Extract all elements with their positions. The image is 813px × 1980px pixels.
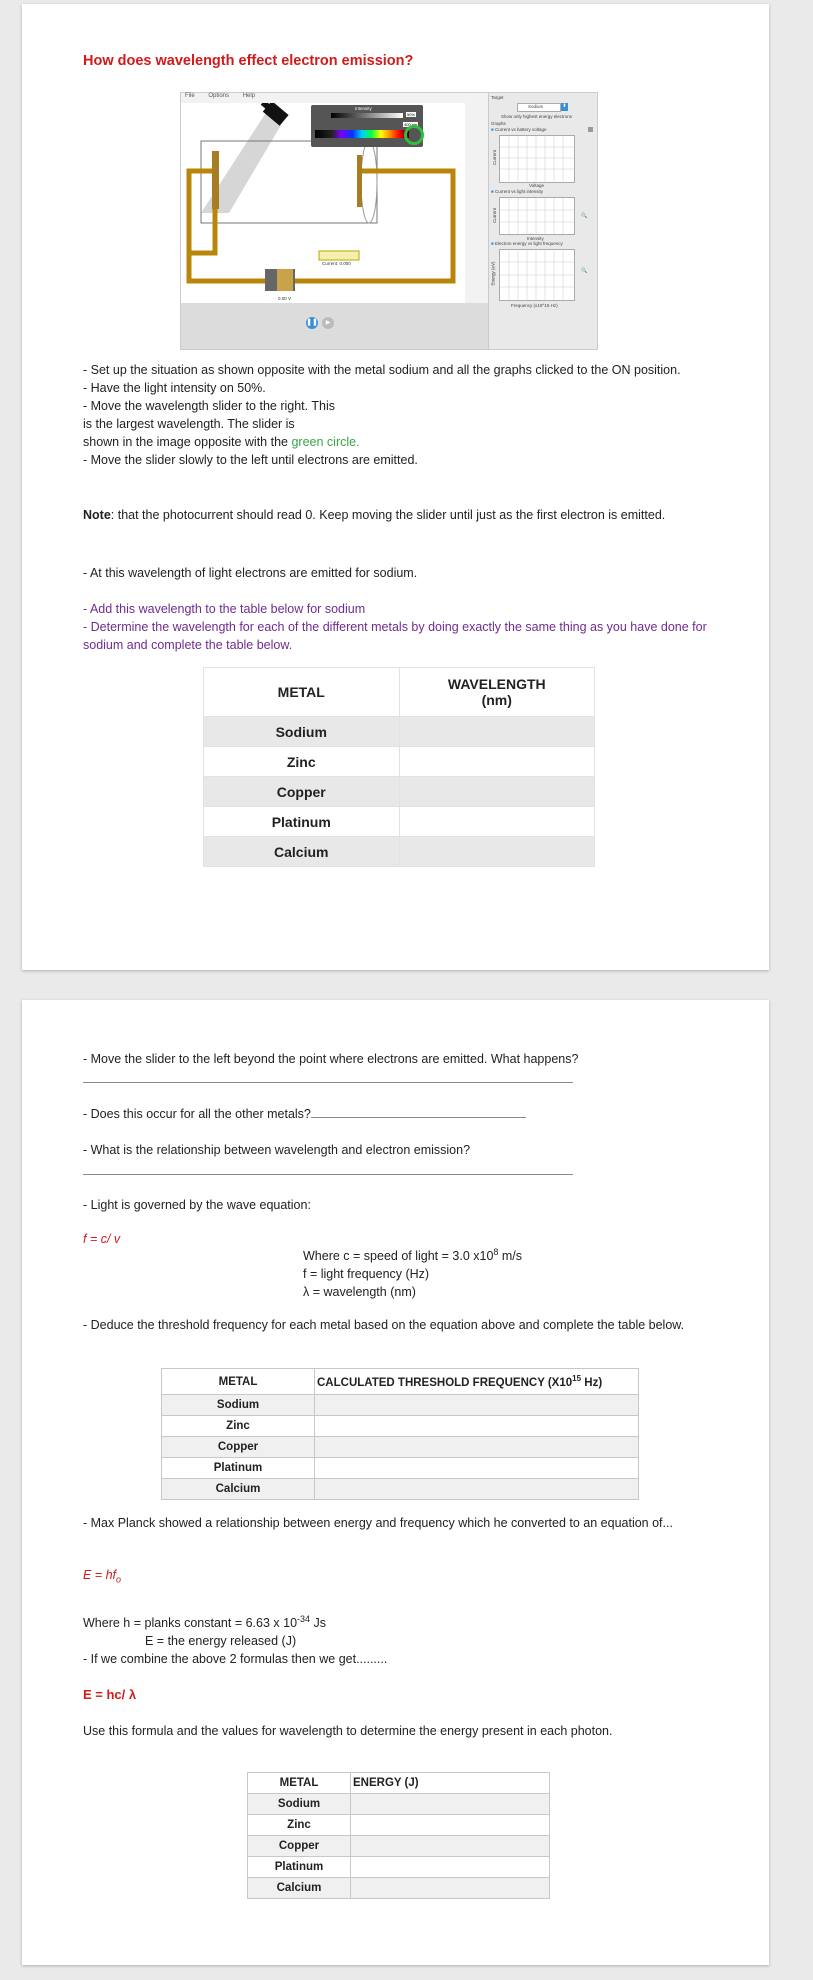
question-other-metals-text: - Does this occur for all the other metals?	[83, 1107, 311, 1121]
instruction-setup: - Set up the situation as shown opposite with the metal sodium and all the graphs clicked to the ON position.	[83, 363, 681, 377]
emit-sodium-line: - At this wavelength of light electrons are emitted for sodium.	[83, 566, 418, 580]
light-control-panel	[311, 105, 423, 147]
graph-energy-vs-frequency	[499, 249, 575, 301]
planck-constant-def: Where h = planks constant = 6.63 x 10	[83, 1616, 298, 1631]
table-row	[162, 1395, 639, 1416]
target-label: Target	[491, 95, 504, 100]
combine-line: - If we combine the above 2 formulas then we get.........	[83, 1652, 388, 1667]
zoom-icon[interactable]: 🔍	[581, 213, 588, 219]
voltage-axis-label: Voltage	[529, 183, 545, 188]
table-row	[248, 1878, 550, 1899]
table-row	[204, 747, 595, 777]
sim-menu-help: Help	[242, 93, 256, 99]
planck-equation-subscript: o	[116, 1574, 122, 1585]
wave-equation-definitions	[303, 1243, 522, 1301]
highest-energy-checkbox[interactable]: Show only highest energy electrons	[501, 114, 573, 119]
metal-cell: Zinc	[248, 1815, 351, 1836]
metal-cell: Zinc	[162, 1416, 315, 1437]
green-circle-highlight	[404, 125, 424, 145]
metal-cell: Calcium	[204, 837, 400, 867]
planck-equation-text: E = hf	[83, 1568, 117, 1582]
graph3-label: Electron energy vs light frequency	[494, 241, 563, 246]
collector-electrode	[357, 155, 362, 207]
wave-equation-intro: - Light is governed by the wave equation:	[83, 1198, 311, 1212]
table-row	[248, 1815, 550, 1836]
graph-current-vs-intensity	[499, 197, 575, 235]
chevron-down-icon: ⬍	[562, 103, 567, 109]
graphs-label: Graphs	[491, 121, 506, 126]
planck-paragraph: - Max Planck showed a relationship between energy and frequency which he converted to an equation of...	[83, 1516, 673, 1530]
metal-cell: Sodium	[204, 717, 400, 747]
wavelength-input-cell[interactable]	[399, 777, 595, 807]
step-button[interactable]: ▶	[322, 317, 334, 329]
energy-input-cell[interactable]	[351, 1815, 550, 1836]
energy-def: E = the energy released (J)	[145, 1634, 297, 1649]
planck-definitions	[83, 1610, 723, 1668]
frequency-axis-label: Frequency (x10^15 Hz)	[511, 303, 558, 308]
graph2-label: Current vs light intensity	[494, 189, 543, 194]
graph1-checkbox[interactable]: ■ Current vs battery voltage	[491, 127, 547, 132]
frequency-input-cell[interactable]	[315, 1458, 639, 1479]
instruction-move-slider: - Move the wavelength slider to the right. This	[83, 399, 335, 413]
deduce-instruction: - Deduce the threshold frequency for each metal based on the equation above and complete the table below.	[83, 1318, 685, 1332]
wavelength-def: λ = wavelength (nm)	[303, 1285, 416, 1300]
planck-constant-exponent: -34	[297, 1614, 311, 1624]
answer-line-1[interactable]	[83, 1082, 573, 1083]
worksheet-page-2	[22, 1000, 769, 1965]
wavelength-value: 400 nm	[404, 122, 418, 127]
frequency-input-cell[interactable]	[315, 1479, 639, 1500]
metal-cell: Platinum	[248, 1857, 351, 1878]
sim-menu-file: File	[185, 93, 195, 99]
wavelength-slider[interactable]	[315, 130, 409, 138]
note-paragraph	[83, 506, 723, 524]
speed-of-light-def: Where c = speed of light = 3.0 x10	[303, 1249, 494, 1264]
energy-input-cell[interactable]	[351, 1878, 550, 1899]
wave-equation: f = c/ v	[83, 1232, 121, 1246]
threshold-frequency-table	[161, 1368, 639, 1500]
use-formula-instruction: Use this formula and the values for wavelength to determine the energy present in each photon.	[83, 1724, 613, 1738]
green-circle-text: green circle.	[291, 435, 360, 449]
table-row	[248, 1857, 550, 1878]
worksheet-page-1	[22, 4, 769, 970]
frequency-def: f = light frequency (Hz)	[303, 1267, 430, 1282]
graph-current-vs-voltage	[499, 135, 575, 183]
table-header-metal: METAL	[248, 1773, 351, 1794]
purple-instructions	[83, 600, 733, 654]
question-move-slider: - Move the slider to the left beyond the point where electrons are emitted. What happens?	[83, 1052, 579, 1066]
instructions-block	[83, 361, 723, 469]
page-title: How does wavelength effect electron emission?	[83, 53, 414, 69]
note-text: : that the photocurrent should read 0. Keep moving the slider until just as the first electron is emitted.	[110, 508, 666, 522]
table-row	[162, 1458, 639, 1479]
battery-voltage: 0.00 V	[278, 296, 292, 301]
current-axis-label-2: Current	[492, 207, 498, 224]
graph2-checkbox[interactable]: ■ Current vs light intensity	[491, 189, 543, 194]
instruction-shown-text: shown in the image opposite with the	[83, 435, 292, 449]
wavelength-input-cell[interactable]	[399, 717, 595, 747]
energy-axis-label: Energy (eV)	[490, 261, 496, 286]
metal-cell: Copper	[162, 1437, 315, 1458]
table-row	[204, 717, 595, 747]
note-label: Note	[83, 508, 111, 522]
pause-button[interactable]: ❚❚	[306, 317, 318, 329]
wavelength-input-cell[interactable]	[399, 747, 595, 777]
answer-line-2[interactable]	[311, 1106, 526, 1118]
frequency-input-cell[interactable]	[315, 1437, 639, 1458]
frequency-header-text: CALCULATED THRESHOLD FREQUENCY (X10	[317, 1376, 573, 1389]
table-row	[162, 1416, 639, 1437]
table-header-energy: ENERGY (J)	[351, 1773, 550, 1794]
graph-grid-3	[500, 250, 574, 300]
wavelength-table	[203, 667, 595, 867]
metal-cell: Copper	[248, 1836, 351, 1857]
speed-of-light-exponent: 8	[493, 1247, 499, 1257]
sim-bottom-bar	[181, 303, 489, 349]
metal-cell: Copper	[204, 777, 400, 807]
question-relationship: - What is the relationship between wavelength and electron emission?	[83, 1143, 471, 1157]
table-header-row	[248, 1773, 550, 1794]
table-row	[162, 1479, 639, 1500]
metal-cell: Calcium	[248, 1878, 351, 1899]
intensity-axis-label: Intensity	[527, 236, 544, 241]
energy-input-cell[interactable]	[351, 1836, 550, 1857]
planck-equation	[83, 1566, 121, 1589]
instruction-slide-left: - Move the slider slowly to the left until electrons are emitted.	[83, 453, 418, 467]
table-header-metal: METAL	[162, 1369, 315, 1395]
frequency-header-exponent: 15	[572, 1374, 582, 1384]
planck-constant-unit: Js	[310, 1616, 327, 1631]
add-wavelength-line: - Add this wavelength to the table below for sodium	[83, 602, 366, 616]
table-header-row	[162, 1369, 639, 1395]
sim-menu-options: Options	[208, 93, 230, 99]
graph1-label: Current vs battery voltage	[494, 127, 547, 132]
frequency-header-unit: Hz)	[581, 1376, 603, 1389]
wavelength-input-cell[interactable]	[399, 837, 595, 867]
sim-control-panel	[488, 93, 597, 349]
metal-cell: Platinum	[162, 1458, 315, 1479]
combined-equation: E = hc/ λ	[83, 1687, 137, 1702]
energy-table	[247, 1772, 550, 1899]
zoom-icon[interactable]	[588, 127, 593, 132]
target-select-value: Sodium	[528, 104, 544, 109]
metal-cell: Sodium	[162, 1395, 315, 1416]
table-header-wavelength: WAVELENGTH (nm)	[399, 668, 595, 717]
graph-grid-2	[500, 198, 574, 234]
current-axis-label-1: Current	[492, 149, 498, 166]
zoom-icon[interactable]: 🔍	[581, 268, 588, 274]
frequency-input-cell[interactable]	[315, 1395, 639, 1416]
current-readout: Current: 0.000	[322, 261, 351, 266]
table-row	[204, 777, 595, 807]
metal-cell: Calcium	[162, 1479, 315, 1500]
graph-grid-1	[500, 136, 574, 182]
instruction-largest: is the largest wavelength. The slider is	[83, 417, 295, 431]
intensity-slider[interactable]	[331, 113, 403, 118]
table-header-frequency	[315, 1369, 639, 1395]
target-electrode	[212, 151, 219, 209]
table-row	[248, 1794, 550, 1815]
metal-cell: Zinc	[204, 747, 400, 777]
speed-of-light-unit: m/s	[498, 1249, 523, 1264]
table-row	[204, 807, 595, 837]
metal-cell: Sodium	[248, 1794, 351, 1815]
question-other-metals	[83, 1105, 526, 1123]
table-header-metal: METAL	[204, 668, 400, 717]
intensity-label: Intensity	[355, 106, 372, 111]
answer-line-3[interactable]	[83, 1174, 573, 1175]
energy-input-cell[interactable]	[351, 1857, 550, 1878]
table-row	[248, 1836, 550, 1857]
table-row	[204, 837, 595, 867]
graph3-checkbox[interactable]: ■ Electron energy vs light frequency	[491, 241, 563, 246]
frequency-input-cell[interactable]	[315, 1416, 639, 1437]
intensity-value: 50%	[407, 112, 416, 117]
energy-input-cell[interactable]	[351, 1794, 550, 1815]
table-row	[162, 1437, 639, 1458]
wavelength-input-cell[interactable]	[399, 807, 595, 837]
determine-wavelength-line: - Determine the wavelength for each of the different metals by doing exactly the same thing as you have done for sodium and complete the table below.	[83, 620, 707, 652]
instruction-shown	[83, 433, 723, 451]
target-select[interactable]	[517, 103, 567, 112]
phet-simulation-image	[180, 92, 598, 350]
instruction-intensity: - Have the light intensity on 50%.	[83, 381, 266, 395]
metal-cell: Platinum	[204, 807, 400, 837]
